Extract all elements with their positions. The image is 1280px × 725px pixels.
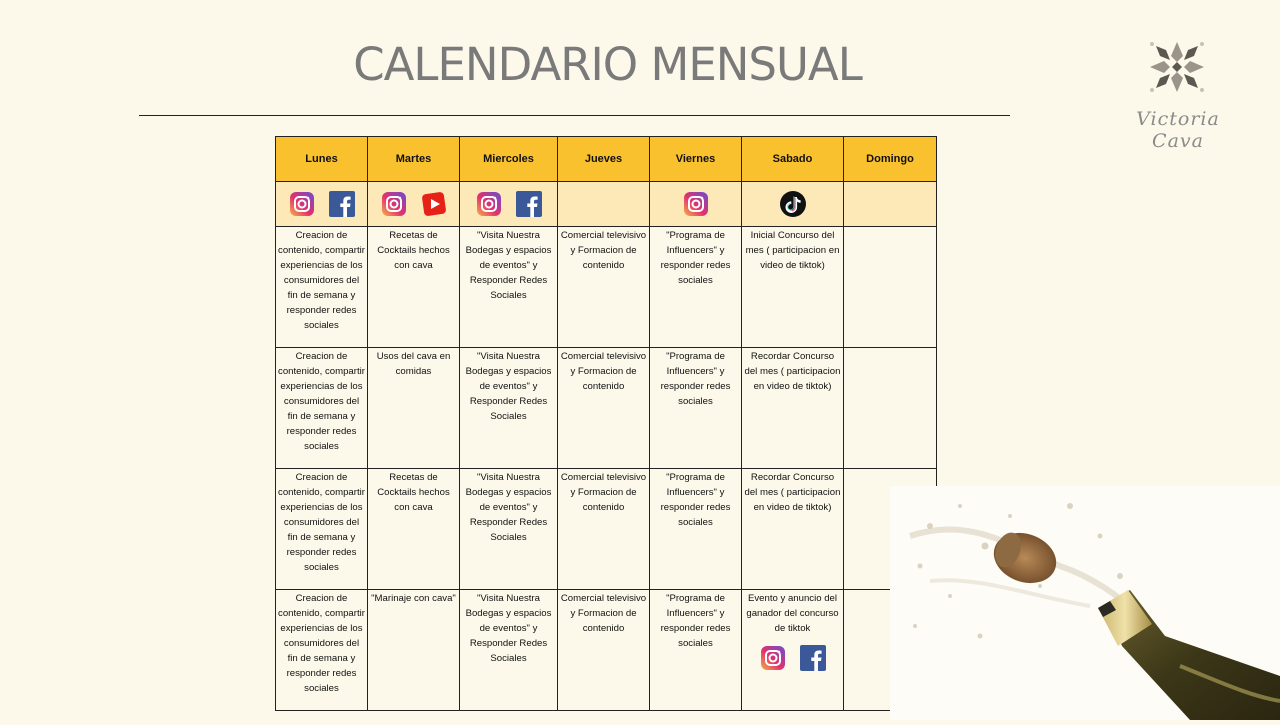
youtube-icon xyxy=(420,190,448,218)
icon-cell xyxy=(844,182,937,227)
day-header: Viernes xyxy=(650,137,742,182)
calendar-cell: Comercial televisivo y Formacion de contenido xyxy=(558,469,650,590)
day-header: Lunes xyxy=(276,137,368,182)
day-header-row xyxy=(276,137,937,182)
calendar-cell: Recordar Concurso del mes ( participacion en video de tiktok) xyxy=(742,348,844,469)
instagram-icon xyxy=(759,644,787,672)
calendar-cell: "Visita Nuestra Bodegas y espacios de eventos" y Responder Redes Sociales xyxy=(460,469,558,590)
title-divider xyxy=(139,115,1010,116)
brand-name: Victoria Cava xyxy=(1136,108,1220,152)
calendar-cell xyxy=(844,348,937,469)
monthly-calendar-table xyxy=(275,136,937,711)
calendar-cell: "Visita Nuestra Bodegas y espacios de eventos" y Responder Redes Sociales xyxy=(460,590,558,711)
week-row xyxy=(276,590,937,711)
calendar-cell: Creacion de contenido, compartir experiencias de los consumidores del fin de semana y responder redes sociales xyxy=(276,590,368,711)
day-header: Miercoles xyxy=(460,137,558,182)
week-row xyxy=(276,227,937,348)
calendar-cell: Recetas de Cocktails hechos con cava xyxy=(368,469,460,590)
calendar-cell: "Programa de Influencers" y responder redes sociales xyxy=(650,469,742,590)
week-row xyxy=(276,348,937,469)
calendar-cell: Comercial televisivo y Formacion de contenido xyxy=(558,590,650,711)
calendar-cell: Creacion de contenido, compartir experiencias de los consumidores del fin de semana y responder redes sociales xyxy=(276,469,368,590)
instagram-icon xyxy=(380,190,408,218)
calendar-cell: "Visita Nuestra Bodegas y espacios de eventos" y Responder Redes Sociales xyxy=(460,227,558,348)
calendar-cell xyxy=(742,590,844,711)
calendar-cell: Inicial Concurso del mes ( participacion en video de tiktok) xyxy=(742,227,844,348)
social-icons-row xyxy=(276,182,937,227)
calendar-cell xyxy=(844,227,937,348)
facebook-icon xyxy=(799,644,827,672)
icon-cell xyxy=(558,182,650,227)
day-header: Martes xyxy=(368,137,460,182)
icon-cell xyxy=(368,182,460,227)
week-row xyxy=(276,469,937,590)
calendar-cell-text: Evento y anuncio del ganador del concurso de tiktok xyxy=(746,593,839,634)
champagne-bottle-image xyxy=(890,486,1280,720)
calendar-cell: Creacion de contenido, compartir experiencias de los consumidores del fin de semana y responder redes sociales xyxy=(276,348,368,469)
calendar-cell: Recordar Concurso del mes ( participacion en video de tiktok) xyxy=(742,469,844,590)
icon-cell xyxy=(276,182,368,227)
brand-logo-icon xyxy=(1146,38,1208,96)
icon-cell xyxy=(742,182,844,227)
instagram-icon xyxy=(682,190,710,218)
icon-cell xyxy=(460,182,558,227)
day-header: Jueves xyxy=(558,137,650,182)
calendar-cell: "Marinaje con cava" xyxy=(368,590,460,711)
calendar-cell: Creacion de contenido, compartir experiencias de los consumidores del fin de semana y responder redes sociales xyxy=(276,227,368,348)
page-title: CALENDARIO MENSUAL xyxy=(353,38,862,91)
calendar-cell: Comercial televisivo y Formacion de contenido xyxy=(558,227,650,348)
icon-cell xyxy=(650,182,742,227)
day-header: Sabado xyxy=(742,137,844,182)
calendar-cell: "Programa de Influencers" y responder redes sociales xyxy=(650,348,742,469)
tiktok-icon xyxy=(779,190,807,218)
calendar-cell: "Programa de Influencers" y responder redes sociales xyxy=(650,227,742,348)
calendar-cell: Recetas de Cocktails hechos con cava xyxy=(368,227,460,348)
instagram-icon xyxy=(475,190,503,218)
calendar-cell: "Visita Nuestra Bodegas y espacios de eventos" y Responder Redes Sociales xyxy=(460,348,558,469)
calendar-cell: Usos del cava en comidas xyxy=(368,348,460,469)
calendar-cell: Comercial televisivo y Formacion de contenido xyxy=(558,348,650,469)
facebook-icon xyxy=(515,190,543,218)
instagram-icon xyxy=(288,190,316,218)
facebook-icon xyxy=(328,190,356,218)
day-header: Domingo xyxy=(844,137,937,182)
calendar-cell: "Programa de Influencers" y responder redes sociales xyxy=(650,590,742,711)
